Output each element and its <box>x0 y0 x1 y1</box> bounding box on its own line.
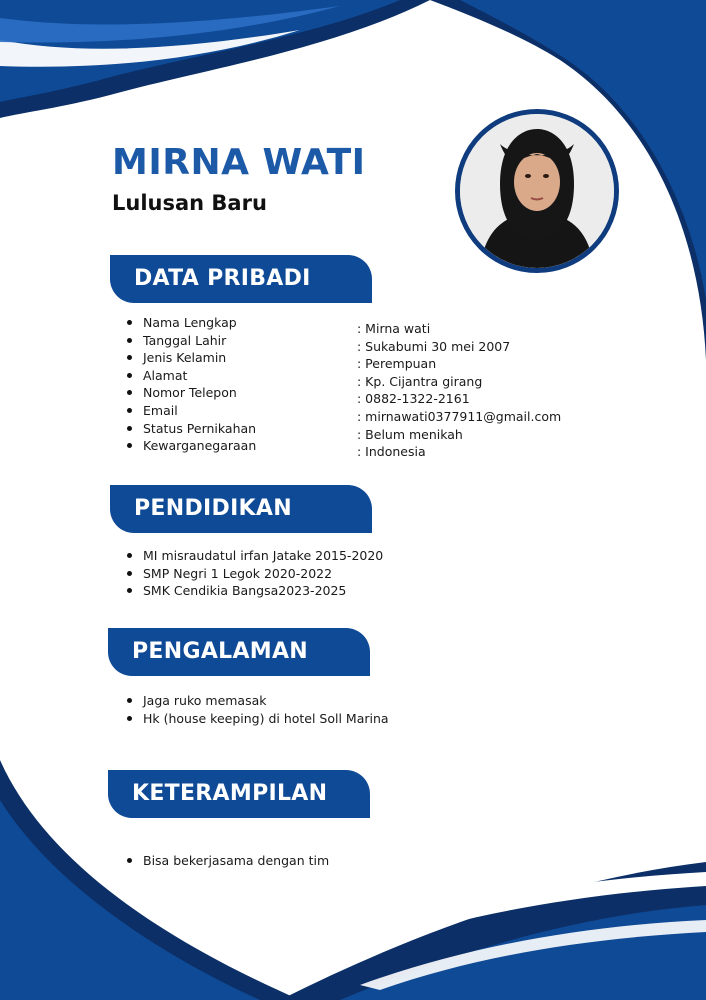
list-item: Email <box>127 402 256 420</box>
profile-photo <box>455 109 619 273</box>
data-pribadi-values <box>357 320 561 461</box>
value-email: : mirnawati0377911@gmail.com <box>357 408 562 424</box>
keterampilan-list <box>127 852 329 870</box>
value-phone: : 0882-1322-2161 <box>357 391 470 407</box>
candidate-subtitle: Lulusan Baru <box>112 191 267 215</box>
value-name: : Mirna wati <box>357 321 431 336</box>
section-header-keterampilan: KETERAMPILAN <box>108 770 370 818</box>
data-pribadi-labels <box>127 314 256 455</box>
value-marital-status: : Belum menikah <box>357 426 463 442</box>
list-item: Nama Lengkap <box>127 314 256 332</box>
pengalaman-list <box>127 692 389 727</box>
candidate-name: MIRNA WATI <box>112 142 366 183</box>
list-item: SMK Cendikia Bangsa2023-2025 <box>127 582 383 600</box>
value-address: : Kp. Cijantra girang <box>357 373 483 389</box>
list-item: Alamat <box>127 367 256 385</box>
list-item: Nomor Telepon <box>127 384 256 402</box>
list-item: SMP Negri 1 Legok 2020-2022 <box>127 565 383 583</box>
list-item: Bisa bekerjasama dengan tim <box>127 852 329 870</box>
value-gender: : Perempuan <box>357 356 437 372</box>
list-item: Jaga ruko memasak <box>127 692 389 710</box>
section-header-data-pribadi: DATA PRIBADI <box>110 255 372 303</box>
section-header-pengalaman: PENGALAMAN <box>108 628 370 676</box>
list-item: Tanggal Lahir <box>127 332 256 350</box>
section-header-pendidikan: PENDIDIKAN <box>110 485 372 533</box>
list-item: Status Pernikahan <box>127 420 256 438</box>
value-birth: : Sukabumi 30 mei 2007 <box>357 338 511 354</box>
list-item: MI misraudatul irfan Jatake 2015-2020 <box>127 547 383 565</box>
value-nationality: : Indonesia <box>357 444 426 460</box>
pendidikan-list <box>127 547 383 600</box>
list-item: Kewarganegaraan <box>127 437 256 455</box>
list-item: Jenis Kelamin <box>127 349 256 367</box>
list-item: Hk (house keeping) di hotel Soll Marina <box>127 710 389 728</box>
